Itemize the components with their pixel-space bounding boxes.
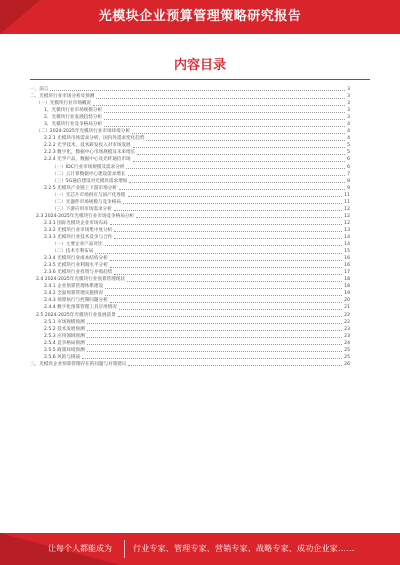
toc-page-number: 3 (347, 87, 350, 92)
toc-entry[interactable] (30, 128, 350, 135)
toc-entry[interactable] (30, 135, 350, 142)
toc-entry[interactable] (30, 156, 350, 163)
toc-entry-title: 2.3.4 光模块行业成本结构分析 (44, 256, 108, 262)
toc-page-number: 23 (344, 333, 350, 339)
toc-page-number: 11 (344, 199, 350, 205)
toc-page-number: 4 (347, 136, 350, 142)
toc-entry-title: 2.3 2024-2025年光模块行业市场竞争格局分析 (36, 213, 135, 219)
toc-page-number: 13 (344, 227, 350, 233)
toc-entry[interactable] (30, 178, 350, 185)
toc-entry[interactable] (30, 220, 350, 227)
toc-leader-dots (50, 89, 345, 91)
toc-leader-dots (87, 343, 342, 345)
toc-entry-title: （一）光模块行业市场概况 (36, 101, 92, 107)
toc-entry[interactable] (30, 213, 350, 220)
toc-leader-dots (128, 174, 346, 176)
toc-leader-dots (110, 223, 342, 225)
toc-entry[interactable] (30, 248, 350, 255)
toc-page-number: 18 (344, 284, 350, 290)
toc-entry-title: （二）2024-2025年光模块行业市场环境分析 (36, 129, 130, 135)
table-of-contents (30, 86, 350, 368)
toc-entry-title: 2.2.5 光模块产业链上下游市场分析 (44, 185, 117, 191)
toc-entry-title: 2.5.1 市场规模预测 (44, 319, 85, 325)
toc-entry[interactable] (30, 326, 350, 333)
toc-page-number: 25 (344, 347, 350, 353)
toc-page-number: 4 (347, 129, 350, 135)
toc-entry-title: （一）光芯片市场供应与国产化进程 (52, 192, 126, 198)
toc-entry[interactable] (30, 283, 350, 290)
toc-divider (30, 79, 370, 80)
toc-entry[interactable] (30, 86, 350, 93)
toc-leader-dots (128, 364, 342, 366)
toc-entry[interactable] (30, 121, 350, 128)
toc-leader-dots (96, 97, 345, 99)
toc-entry[interactable] (30, 269, 350, 276)
toc-leader-dots (123, 202, 342, 204)
toc-entry-title: （二）云计算数据中心建设需求增长 (52, 171, 126, 177)
footer-slogan-left: 让每个人都能成为 (48, 544, 112, 553)
toc-page-number: 16 (344, 256, 350, 262)
toc-entry[interactable] (30, 312, 350, 319)
toc-page-number: 7 (347, 171, 350, 177)
toc-entry[interactable] (30, 262, 350, 269)
toc-page-number: 12 (344, 206, 350, 212)
toc-leader-dots (87, 329, 342, 331)
toc-page-number: 16 (344, 263, 350, 269)
toc-entry[interactable] (30, 241, 350, 248)
toc-entry-title: （三）下游应用市场需求分析 (52, 206, 112, 212)
toc-leader-dots (93, 104, 345, 106)
toc-leader-dots (82, 357, 342, 359)
toc-page-number: 26 (344, 361, 350, 367)
toc-entry[interactable] (30, 164, 350, 171)
toc-entry-title: 一、前言 (30, 87, 49, 92)
toc-leader-dots (105, 244, 343, 246)
toc-leader-dots (104, 125, 345, 127)
toc-entry-title: 2.5.6 风险与挑战 (44, 354, 81, 360)
toc-entry[interactable] (30, 100, 350, 107)
toc-leader-dots (129, 181, 345, 183)
toc-entry[interactable] (30, 361, 350, 368)
toc-page-number: 14 (344, 234, 350, 240)
toc-leader-dots (104, 111, 345, 113)
toc-entry-title: 2.4.1 企业预算管理体系建设 (44, 284, 104, 290)
toc-page-number: 15 (344, 249, 350, 255)
toc-entry[interactable] (30, 227, 350, 234)
toc-page-number: 19 (344, 291, 350, 297)
toc-page-number: 18 (344, 277, 350, 283)
toc-page-number: 6 (347, 164, 350, 170)
toc-leader-dots (105, 287, 342, 289)
toc-entry[interactable] (30, 185, 350, 192)
toc-entry[interactable] (30, 290, 350, 297)
toc-page-number: 22 (344, 312, 350, 318)
footer-separator (124, 540, 125, 558)
toc-page-number: 22 (344, 319, 350, 325)
toc-page-number: 23 (344, 326, 350, 332)
toc-leader-dots (114, 230, 342, 232)
toc-entry[interactable] (30, 107, 350, 114)
toc-page-number: 12 (344, 220, 350, 226)
toc-entry[interactable] (30, 304, 350, 311)
toc-page-number: 9 (347, 185, 350, 191)
toc-entry[interactable] (30, 347, 350, 354)
toc-leader-dots (119, 188, 345, 190)
toc-leader-dots (132, 132, 345, 134)
toc-leader-dots (137, 153, 345, 155)
toc-entry-title: 2.5.3 应用领域预测 (44, 333, 85, 339)
toc-leader-dots (128, 195, 343, 197)
toc-entry-title: （一）IDC行业市场规模及需求分析 (52, 164, 125, 170)
toc-entry-title: 2.4.3 预算执行与控制问题分析 (44, 298, 108, 304)
toc-leader-dots (87, 322, 342, 324)
toc-entry-title: 2、光模块行业发展趋势分析 (44, 115, 103, 121)
toc-entry[interactable] (30, 340, 350, 347)
toc-entry-title: 2.2.4 光学产品，数据中心及光纤通信市场 (44, 157, 131, 163)
toc-leader-dots (110, 266, 342, 268)
toc-entry-title: 2.4.2 全面预算管理实施情况 (44, 291, 104, 297)
toc-leader-dots (118, 315, 342, 317)
toc-entry[interactable] (30, 114, 350, 121)
toc-entry[interactable] (30, 93, 350, 100)
toc-entry-title: 2.3.2 光模块行业市场集中度分析 (44, 227, 113, 233)
toc-entry[interactable] (30, 354, 350, 361)
toc-title: 内容目录 (173, 58, 226, 73)
toc-page-number: 14 (344, 242, 350, 248)
toc-page-number: 11 (344, 192, 350, 198)
toc-leader-dots (114, 273, 342, 275)
footer-slogan-right: 行业专家、管理专家、营销专家、战略专家、成功企业家…… (133, 544, 355, 553)
toc-entry[interactable] (30, 297, 350, 304)
toc-entry[interactable] (30, 276, 350, 283)
toc-page-number: 24 (344, 340, 350, 346)
toc-leader-dots (126, 167, 345, 169)
toc-entry[interactable] (30, 319, 350, 326)
toc-page-number: 3 (347, 101, 350, 107)
toc-entry-title: 2.5.2 技术发展预测 (44, 326, 85, 332)
report-title: 光模块企业预算管理策略研究报告 (98, 9, 302, 24)
toc-entry[interactable] (30, 192, 350, 199)
toc-page-number: 3 (347, 94, 350, 100)
toc-entry-title: 三、光模块企业预算管理存在的问题与对策建议 (30, 361, 127, 367)
toc-leader-dots (87, 350, 342, 352)
toc-entry-title: 二、光模块行业市场分析及预测 (30, 94, 95, 100)
toc-leader-dots (119, 308, 342, 310)
toc-entry-title: 2.5.4 竞争格局预测 (44, 340, 85, 346)
toc-entry-title: （三）5G通信建设对光模块需求增加 (52, 178, 128, 184)
toc-page-number: 8 (347, 178, 350, 184)
toc-entry[interactable] (30, 333, 350, 340)
toc-leader-dots (127, 280, 342, 282)
toc-page-number: 20 (344, 298, 350, 304)
toc-entry-title: 1、光模块行业市场规模分析 (44, 108, 103, 114)
toc-entry-title: （二）光器件市场规模与竞争格局 (52, 199, 121, 205)
toc-page-number: 3 (347, 108, 350, 114)
toc-page-number: 12 (344, 213, 350, 219)
toc-page-number: 17 (344, 270, 350, 276)
toc-leader-dots (104, 118, 345, 120)
toc-entry-title: 2.3.5 光模块行业利润水平分析 (44, 263, 108, 269)
toc-entry-title: 2.3.3 光模块行业技术竞争与合作 (44, 234, 113, 240)
toc-entry-title: 2.3.1 国际光模块企业市场布局 (44, 220, 108, 226)
toc-leader-dots (146, 139, 345, 141)
toc-entry-title: （二）技术专利布局 (52, 249, 94, 255)
toc-entry-title: 2.2.2 光学技术，技术研发投入对市场发展 (44, 143, 131, 149)
toc-leader-dots (110, 301, 342, 303)
toc-entry[interactable] (30, 234, 350, 241)
toc-page-number: 3 (347, 115, 350, 121)
toc-leader-dots (95, 252, 342, 254)
toc-entry-title: 2.2.3 数字化，数据中心市场规模及未来增长 (44, 150, 136, 156)
toc-entry[interactable] (30, 255, 350, 262)
toc-page-number: 6 (347, 157, 350, 163)
toc-entry[interactable] (30, 206, 350, 213)
toc-entry[interactable] (30, 199, 350, 206)
toc-leader-dots (110, 259, 342, 261)
toc-entry-title: 2.5 2024-2025年光模块行业发展前景 (36, 312, 116, 318)
toc-leader-dots (133, 160, 345, 162)
toc-entry-title: 2.2.1 光模块市场需求分析，国内外需求变化趋势 (44, 136, 145, 142)
toc-page-number: 5 (347, 150, 350, 156)
toc-leader-dots (114, 209, 342, 211)
toc-page-number: 5 (347, 143, 350, 149)
toc-page-number: 21 (344, 305, 350, 311)
toc-entry-title: 3、光模块行业竞争格局分析 (44, 122, 103, 128)
toc-leader-dots (114, 237, 342, 239)
toc-leader-dots (133, 146, 345, 148)
toc-leader-dots (105, 294, 342, 296)
toc-entry-title: 2.3.6 光模块行业投资与并购趋势 (44, 270, 113, 276)
toc-entry[interactable] (30, 171, 350, 178)
toc-entry-title: 2.4 2024-2025年光模块行业预算管理现状 (36, 277, 125, 283)
toc-entry-title: 2.4.4 数字化预算管理工具应用情况 (44, 305, 117, 311)
toc-entry[interactable] (30, 149, 350, 156)
toc-leader-dots (136, 216, 342, 218)
toc-leader-dots (87, 336, 342, 338)
toc-entry-title: 2.5.5 政策环境预测 (44, 347, 85, 353)
toc-page-number: 25 (344, 354, 350, 360)
toc-entry[interactable] (30, 142, 350, 149)
toc-page-number: 4 (347, 122, 350, 128)
toc-entry-title: （一）主要企业产品对比 (52, 242, 103, 248)
